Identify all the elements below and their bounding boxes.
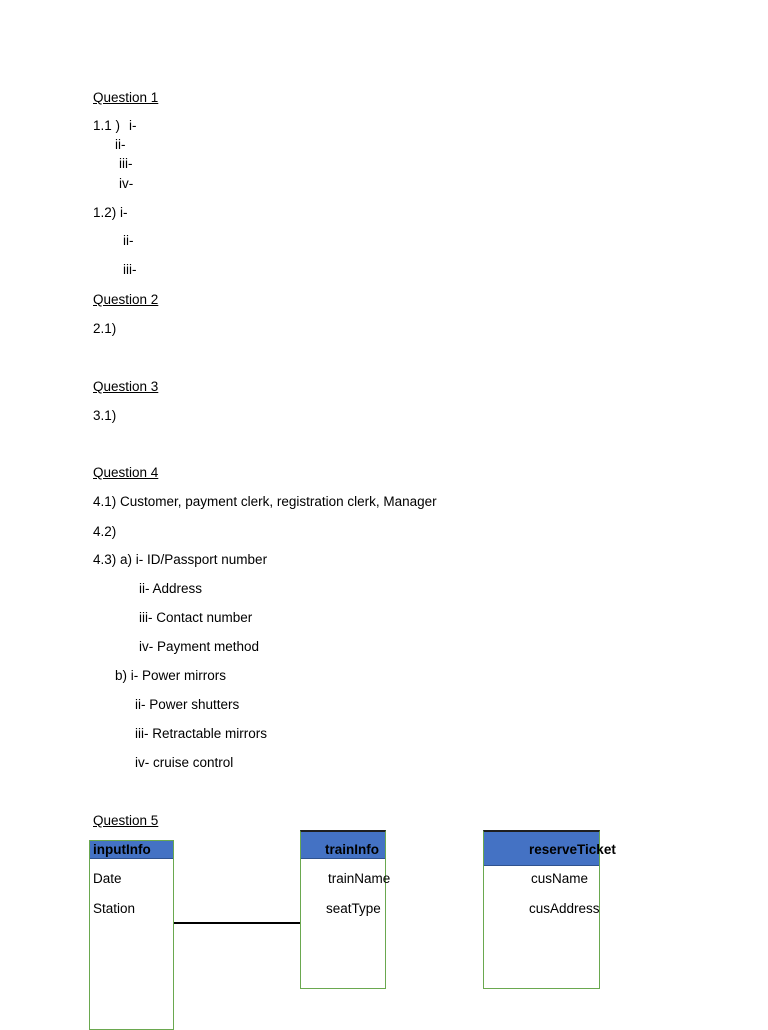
question-5-heading: Question 5	[93, 813, 159, 828]
entity-title-reserveticket: reserveTicket	[529, 842, 616, 857]
question-3-heading: Question 3	[93, 379, 159, 394]
entity-field: cusAddress	[529, 901, 600, 916]
list-item: iii- Contact number	[139, 610, 253, 625]
list-item: iv- cruise control	[135, 755, 234, 770]
list-item: iii-	[119, 156, 133, 171]
question-1-heading: Question 1	[93, 90, 159, 105]
section-4-3-a-first: 4.3) a) i- ID/Passport number	[93, 552, 268, 567]
entity-field: trainName	[328, 871, 391, 886]
section-4-2-label: 4.2)	[93, 524, 117, 539]
section-4-3-b-first: b) i- Power mirrors	[115, 668, 227, 683]
list-item: ii- Power shutters	[135, 697, 240, 712]
entity-field: Date	[93, 871, 122, 886]
list-item: i-	[129, 118, 137, 133]
question-2-heading: Question 2	[93, 292, 159, 307]
question-4-heading: Question 4	[93, 465, 159, 480]
entity-title-inputinfo: inputInfo	[93, 842, 151, 857]
list-item: iii- Retractable mirrors	[135, 726, 268, 741]
list-item: iv- Payment method	[139, 639, 260, 654]
list-item: iii-	[123, 262, 137, 277]
section-4-1-text: 4.1) Customer, payment clerk, registration clerk, Manager	[93, 494, 437, 509]
section-1-1-label: 1.1 )	[93, 118, 121, 133]
entity-field: Station	[93, 901, 136, 916]
relationship-connector	[174, 922, 301, 924]
list-item: ii-	[123, 233, 134, 248]
list-item: ii-	[115, 137, 126, 152]
list-item: ii- Address	[139, 581, 203, 596]
section-3-1-label: 3.1)	[93, 408, 117, 423]
entity-field: cusName	[531, 871, 589, 886]
section-2-1-label: 2.1)	[93, 321, 117, 336]
entity-title-traininfo: trainInfo	[325, 842, 379, 857]
entity-box-inputinfo	[89, 840, 174, 1030]
section-1-2-label: 1.2) i-	[93, 205, 128, 220]
list-item: iv-	[119, 176, 134, 191]
entity-field: seatType	[326, 901, 381, 916]
